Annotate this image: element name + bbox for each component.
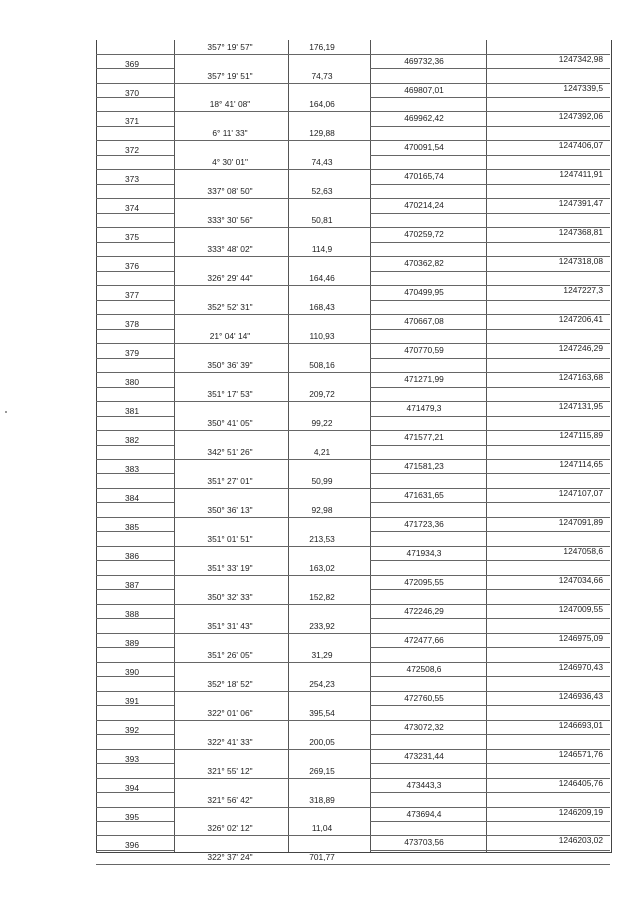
point-number: 374 [125,203,139,214]
coord-y: 1246970,43 [558,661,603,672]
coord-y: 1246975,09 [558,632,603,643]
bearing-angle: 357° 19' 57" [207,42,253,52]
bearing-angle: 342° 51' 26" [207,447,253,457]
coord-y: 1247009,55 [558,603,603,614]
coord-rule [370,358,610,359]
coord-x: 469962,42 [404,113,444,124]
coord-x: 471581,23 [404,460,444,471]
coord-y: 1246571,76 [558,748,603,759]
bearing-angle: 337° 08' 50" [207,186,253,197]
bearing-distance: 164,06 [309,99,335,110]
coord-rule [370,792,610,793]
coord-rule [370,647,610,648]
bearing-distance: 213,53 [309,533,335,544]
point-number: 382 [125,435,139,445]
coord-y: 1247246,29 [558,343,603,354]
coord-rule [370,821,610,822]
coord-y: 1247339,5 [563,82,603,93]
coord-y: 1247115,89 [559,430,603,440]
coord-x: 472508,6 [406,663,442,674]
coord-y: 1247318,08 [558,256,603,267]
column-divider-3 [370,40,371,852]
bearing-angle: 351° 01' 51" [207,533,253,544]
coord-rule [370,705,610,706]
coord-y: 1247206,41 [558,314,603,325]
coord-x: 472760,55 [404,692,444,703]
point-number: 376 [125,261,139,272]
bearing-distance: 110,93 [309,331,335,342]
bearing-angle: 350° 32' 33" [207,591,253,602]
column-divider-1 [174,40,175,852]
coord-x: 472246,29 [404,605,444,616]
coord-x: 473443,3 [406,779,442,790]
coord-rule [370,416,610,417]
coord-rule [370,184,610,185]
bearing-angle: 6° 11' 33" [212,128,248,139]
coord-y: 1247034,66 [558,574,603,585]
bearing-angle: 322° 37' 24" [207,852,253,863]
point-number: 396 [125,840,139,851]
coord-y: 1247392,06 [558,111,603,122]
bearing-angle: 326° 02' 12" [207,823,253,834]
bearing-distance: 701,77 [309,852,335,863]
bearing-distance: 4,21 [313,447,331,457]
coord-y: 1247391,47 [558,198,603,209]
bearing-angle: 352° 18' 52" [207,678,253,689]
bearing-angle: 351° 26' 05" [207,649,253,660]
bearing-distance: 254,23 [309,678,335,689]
coord-y: 1246936,43 [558,690,603,701]
bearing-angle: 18° 41' 08" [209,99,251,110]
point-number: 379 [125,348,139,359]
column-divider-4 [486,40,487,852]
margin-mark [5,411,7,413]
bearing-angle: 321° 56' 42" [207,794,253,805]
coord-rule [370,560,610,561]
row-rule [96,864,610,865]
bearing-distance: 50,99 [311,475,333,486]
bearing-distance: 114,9 [311,244,333,255]
bearing-distance: 11,04 [311,823,333,834]
coord-rule [370,213,610,214]
bearing-distance: 318,89 [309,794,335,805]
coord-rule [370,271,610,272]
bearing-angle: 351° 33' 19" [207,562,253,573]
bearing-distance: 164,46 [309,273,335,284]
point-number: 393 [125,753,139,764]
bearing-distance: 168,43 [309,302,335,313]
point-number: 375 [125,232,139,243]
coord-x: 471631,65 [404,489,444,500]
coord-y: 1247058,6 [563,545,603,556]
coord-x: 471577,21 [404,432,444,442]
point-number: 373 [125,174,139,185]
bearing-distance: 163,02 [309,562,335,573]
coord-y: 1247406,07 [558,140,603,151]
coord-x: 470499,95 [404,287,444,298]
point-number: 381 [125,406,139,416]
coord-y: 1247107,07 [558,487,603,498]
bearing-angle: 322° 41' 33" [207,736,253,747]
coord-x: 473694,4 [406,808,442,819]
bearing-angle: 357° 19' 51" [207,70,253,81]
coord-rule [370,734,610,735]
coord-rule [370,618,610,619]
point-number: 372 [125,145,139,156]
bearing-distance: 99,22 [311,418,333,428]
point-number: 394 [125,782,139,793]
bearing-distance: 92,98 [311,504,333,515]
bearing-angle: 322° 01' 06" [207,707,253,718]
coord-rule [370,329,610,330]
point-number: 377 [125,290,139,301]
coord-y: 1247091,89 [558,516,603,527]
point-number: 395 [125,811,139,822]
coord-x: 471271,99 [404,374,444,385]
bearing-angle: 326° 29' 44" [207,273,253,284]
coord-y: 1247163,68 [558,372,603,383]
coord-x: 472095,55 [404,576,444,587]
coord-rule [370,763,610,764]
coord-rule [370,502,610,503]
bearing-angle: 351° 27' 01" [207,475,253,486]
bearing-angle: 352° 52' 31" [207,302,253,313]
coord-y: 1246693,01 [558,719,603,730]
coord-rule [370,676,610,677]
coord-y: 1247114,65 [559,458,603,469]
coord-y: 1246203,02 [558,835,603,846]
coord-x: 470362,82 [404,258,444,269]
point-number: 386 [125,550,139,561]
coord-x: 469807,01 [404,84,444,95]
bearing-distance: 200,05 [309,736,335,747]
coord-rule [370,126,610,127]
point-number: 388 [125,608,139,619]
bearing-distance: 74,73 [311,70,333,81]
bearing-angle: 4° 30' 01" [212,157,248,168]
point-number: 389 [125,637,139,648]
coord-rule [370,97,610,98]
point-number: 369 [125,58,139,69]
coord-x: 472477,66 [404,634,444,645]
coord-x: 470667,08 [404,316,444,327]
coord-rule [370,68,610,69]
coord-rule [370,589,610,590]
coord-x: 473231,44 [404,750,444,761]
coord-rule [370,155,610,156]
coord-y: 1247131,95 [558,401,603,411]
point-number: 387 [125,579,139,590]
coord-x: 470165,74 [404,171,444,182]
bearing-angle: 333° 30' 56" [207,215,253,226]
point-number: 392 [125,724,139,735]
bearing-distance: 269,15 [309,765,335,776]
point-number: 385 [125,521,139,532]
bearing-angle: 350° 41' 05" [207,418,253,428]
bearing-distance: 233,92 [309,620,335,631]
bearing-distance: 152,82 [309,591,335,602]
coord-x: 470091,54 [404,142,444,153]
coord-rule [370,850,610,851]
coord-x: 471934,3 [406,547,442,558]
bearing-distance: 50,81 [311,215,333,226]
point-number: 370 [125,87,139,98]
bearing-distance: 176,19 [309,42,335,52]
coord-rule [370,473,610,474]
bearing-angle: 321° 55' 12" [207,765,253,776]
bearing-distance: 52,63 [311,186,333,197]
coord-x: 470214,24 [404,200,444,211]
bearing-angle: 333° 48' 02" [207,244,253,255]
point-number: 371 [125,116,139,127]
point-number: 390 [125,666,139,677]
point-number: 378 [125,319,139,330]
coord-y: 1247227,3 [563,285,603,296]
coord-x: 469732,36 [404,55,444,66]
point-number: 391 [125,695,139,706]
coord-y: 1247368,81 [558,227,603,238]
coord-rule [370,445,610,446]
point-number: 383 [125,463,139,474]
coord-rule [370,387,610,388]
bearing-distance: 508,16 [309,360,335,371]
point-number: 380 [125,377,139,388]
coord-x: 473703,56 [404,837,444,848]
coord-y: 1247342,98 [558,53,603,64]
coord-rule [370,531,610,532]
bearing-distance: 129,88 [309,128,335,139]
bearing-angle: 350° 36' 13" [207,504,253,515]
bearing-angle: 351° 31' 43" [207,620,253,631]
bearing-distance: 74,43 [311,157,333,168]
coord-x: 473072,32 [404,721,444,732]
coord-x: 470770,59 [404,345,444,356]
coord-x: 470259,72 [404,229,444,240]
coord-rule [370,242,610,243]
coord-rule [370,300,610,301]
bearing-angle: 351° 17' 53" [207,389,253,399]
bearing-angle: 21° 04' 14" [209,331,251,342]
coord-y: 1247411,91 [559,169,603,180]
coord-x: 471479,3 [406,403,442,413]
coord-y: 1246209,19 [558,806,603,817]
coord-y: 1246405,76 [558,777,603,788]
bearing-distance: 31,29 [311,649,333,660]
bearing-distance: 395,54 [309,707,335,718]
point-number: 384 [125,492,139,503]
bearing-angle: 350° 36' 39" [207,360,253,371]
coord-x: 471723,36 [404,518,444,529]
bearing-distance: 209,72 [309,389,335,399]
